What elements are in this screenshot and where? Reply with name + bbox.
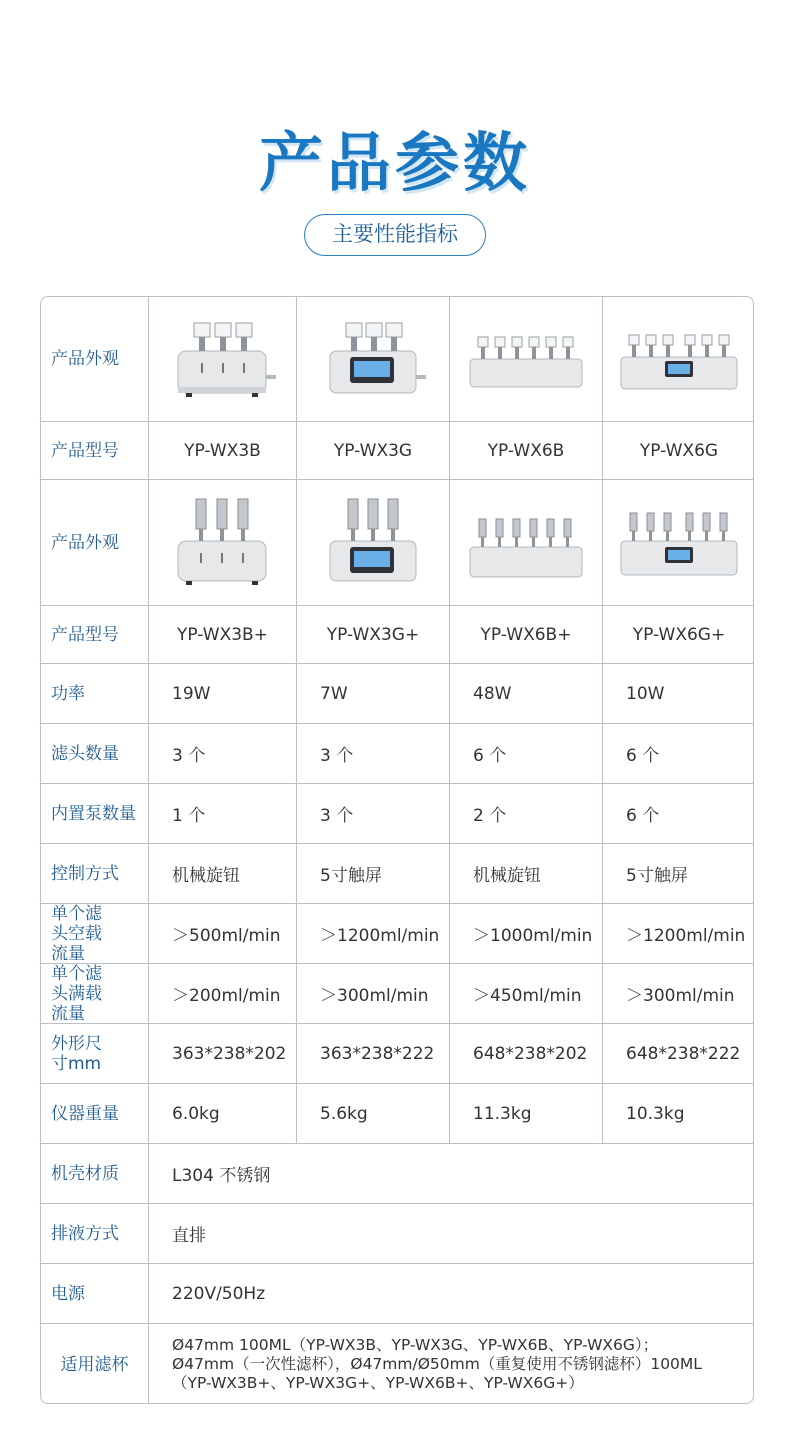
filter-count-cell: 6 个	[626, 746, 660, 766]
section-subtitle: 主要性能指标	[304, 214, 486, 256]
label-housing: 机壳材质	[41, 1144, 149, 1203]
product-image-wx6b-plus	[450, 480, 603, 605]
empty-flow-cell: ＞1200ml/min	[297, 904, 450, 963]
row-model-1	[41, 421, 754, 479]
row-appearance-2	[41, 479, 754, 605]
row-filter-cup	[41, 1323, 754, 1404]
control-cell: 机械旋钮	[149, 844, 297, 903]
row-appearance-1	[41, 297, 754, 421]
spec-table	[40, 296, 754, 1404]
model-cell: YP-WX6G	[639, 440, 719, 461]
product-image-wx3g-plus	[297, 480, 450, 605]
model-cell: YP-WX6B	[450, 422, 603, 479]
filter-cup-line: Ø47mm 100ML（YP-WX3B、YP-WX3G、YP-WX6B、YP-WX6G）；	[172, 1336, 659, 1354]
label-appearance: 产品外观	[41, 480, 149, 605]
filter-cup-text	[149, 1336, 702, 1393]
weight-cell: 11.3kg	[450, 1084, 603, 1143]
full-flow-cell: ＞450ml/min	[450, 964, 603, 1023]
control-cell: 5寸触屏	[626, 866, 688, 886]
product-image-wx6b	[450, 297, 603, 421]
filter-count-cell: 6 个	[450, 724, 603, 783]
control-cell: 机械旋钮	[450, 844, 603, 903]
filter-cup-line: Ø47mm（一次性滤杯），Ø47mm/Ø50mm（重复使用不锈钢滤杯）100ML	[172, 1355, 702, 1373]
full-flow-cell: ＞200ml/min	[149, 964, 297, 1023]
pump-count-cell: 2 个	[450, 784, 603, 843]
dimensions-cell: 363*238*222	[297, 1024, 450, 1083]
dimensions-cell: 363*238*202	[149, 1024, 297, 1083]
filter-count-cell: 3 个	[297, 724, 450, 783]
product-image-wx3b	[149, 297, 297, 421]
label-control: 控制方式	[41, 844, 149, 903]
product-image-wx3b-plus	[149, 480, 297, 605]
label-weight: 仪器重量	[41, 1084, 149, 1143]
full-flow-cell: ＞300ml/min	[297, 964, 450, 1023]
model-cell: YP-WX3B	[149, 422, 297, 479]
filter-count-cell: 3 个	[149, 724, 297, 783]
label-empty-flow: 单个滤头空载流量	[41, 904, 149, 963]
row-filter-count	[41, 723, 754, 783]
power-cell: 48W	[450, 664, 603, 723]
product-image-wx6g-plus	[603, 480, 754, 605]
power-cell: 19W	[149, 664, 297, 723]
empty-flow-cell: ＞1000ml/min	[450, 904, 603, 963]
drain-value: 直排	[172, 1226, 206, 1246]
label-power-supply: 电源	[41, 1264, 149, 1323]
power-cell: 10W	[626, 683, 665, 704]
model-cell: YP-WX6B+	[450, 606, 603, 663]
product-image-wx6g	[603, 297, 754, 421]
dimensions-cell: 648*238*222	[626, 1043, 741, 1064]
product-image-wx3g	[297, 297, 450, 421]
label-pump-count: 内置泵数量	[41, 784, 149, 843]
dimensions-cell: 648*238*202	[450, 1024, 603, 1083]
power-cell: 7W	[297, 664, 450, 723]
weight-cell: 5.6kg	[297, 1084, 450, 1143]
filter-cup-line: （YP-WX3B+、YP-WX3G+、YP-WX6B+、YP-WX6G+）	[172, 1374, 584, 1392]
label-filter-cup: 适用滤杯	[41, 1324, 149, 1404]
label-filter-count: 滤头数量	[41, 724, 149, 783]
label-dimensions: 外形尺寸mm	[41, 1024, 149, 1083]
model-cell: YP-WX6G+	[632, 624, 726, 645]
row-weight	[41, 1083, 754, 1143]
weight-cell: 6.0kg	[149, 1084, 297, 1143]
model-cell: YP-WX3B+	[149, 606, 297, 663]
label-model: 产品型号	[41, 606, 149, 663]
row-full-flow	[41, 963, 754, 1023]
model-cell: YP-WX3G+	[297, 606, 450, 663]
row-housing	[41, 1143, 754, 1203]
control-cell: 5寸触屏	[297, 844, 450, 903]
row-model-2	[41, 605, 754, 663]
empty-flow-cell: ＞500ml/min	[149, 904, 297, 963]
weight-cell: 10.3kg	[626, 1103, 685, 1124]
model-cell: YP-WX3G	[297, 422, 450, 479]
filter-cup-value	[149, 1324, 754, 1404]
power-supply-value: 220V/50Hz	[172, 1283, 266, 1304]
row-power	[41, 663, 754, 723]
label-drain: 排液方式	[41, 1204, 149, 1263]
pump-count-cell: 3 个	[297, 784, 450, 843]
empty-flow-cell: ＞1200ml/min	[626, 926, 746, 946]
row-dimensions	[41, 1023, 754, 1083]
row-pump-count	[41, 783, 754, 843]
housing-value: L304 不锈钢	[172, 1166, 271, 1186]
full-flow-cell: ＞300ml/min	[626, 986, 735, 1006]
row-control	[41, 843, 754, 903]
page-title: 产品参数	[259, 126, 531, 201]
row-power-supply	[41, 1263, 754, 1323]
label-appearance: 产品外观	[41, 297, 149, 421]
row-drain	[41, 1203, 754, 1263]
label-model: 产品型号	[41, 422, 149, 479]
label-full-flow: 单个滤头满载流量	[41, 964, 149, 1023]
pump-count-cell: 6 个	[626, 806, 660, 826]
label-power: 功率	[41, 664, 149, 723]
pump-count-cell: 1 个	[149, 784, 297, 843]
row-empty-flow	[41, 903, 754, 963]
